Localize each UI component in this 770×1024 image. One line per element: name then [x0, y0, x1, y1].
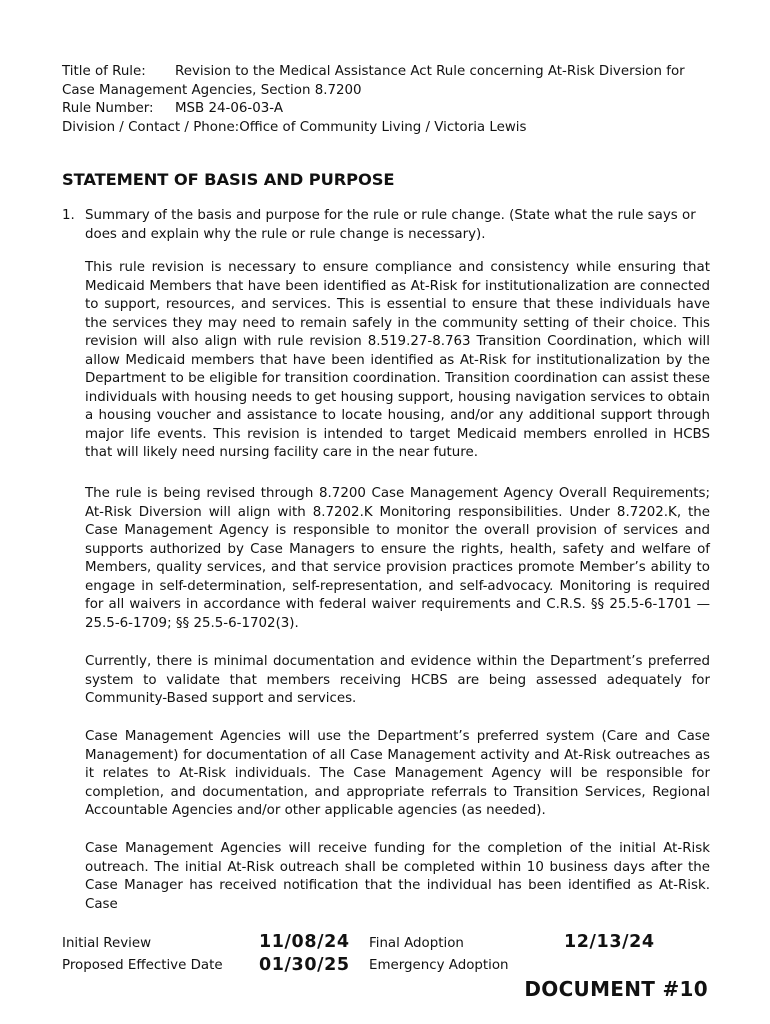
initial-review-label: Initial Review	[62, 936, 152, 951]
paragraph-1: This rule revision is necessary to ensure compliance and consistency while ensuring that Medicaid Members that have been identified as At-Risk for institutionalization are connected to support, resources, and services. This is essential to ensure that these individuals have the services they may need to remain safely in the community setting of their choice. This revision will also align with rule revision 8.519.27-8.763 Transition Coordination, which will allow Medicaid members that have been identified as At-Risk for institutionalization by the Department to be eligible for transition coordination. Transition coordination can assist these individuals with housing needs to get housing support, housing navigation services to obtain a housing voucher and assistance to locate housing, and/or any additional support through major life events. This revision is intended to target Medicaid members enrolled in HCBS that will likely need nursing facility care in the near future.	[85, 260, 710, 461]
final-adoption-date: 12/13/24	[564, 932, 655, 952]
final-adoption-label: Final Adoption	[369, 936, 464, 951]
title-of-rule-label: Title of Rule:	[62, 64, 146, 79]
division-contact-row	[62, 119, 527, 138]
title-of-rule-row	[62, 63, 685, 82]
summary-item	[62, 207, 710, 244]
paragraph-5: Case Management Agencies will receive funding for the completion of the initial At-Risk outreach. The initial At-Risk outreach shall be completed within 10 business days after the Case Manager has received notification that the individual has been identified as At-Risk. Case	[85, 841, 710, 912]
title-of-rule-line1: Revision to the Medical Assistance Act Rule concerning At-Risk Diversion for	[175, 64, 685, 79]
division-contact-label: Division / Contact / Phone:	[62, 120, 240, 135]
division-contact-value: Office of Community Living / Victoria Lewis	[239, 120, 527, 135]
rule-number-value: MSB 24-06-03-A	[175, 101, 283, 116]
paragraph-3: Currently, there is minimal documentation and evidence within the Department’s preferred system to validate that members receiving HCBS are being assessed adequately for Community-Based support and services.	[85, 654, 710, 707]
document-number: DOCUMENT #10	[524, 977, 708, 1001]
paragraph-2: The rule is being revised through 8.7200 Case Management Agency Overall Requirements; At-Risk Diversion will align with 8.7202.K Monitoring responsibilities. Under 8.7202.K, the Case Management Agency is responsible to monitor the overall provision of services and supports authorized by Case Managers to ensure the rights, health, safety and welfare of Members, quality services, and that service provision practices promote Member’s ability to engage in self-determination, self-representation, and self-advocacy. Monitoring is required for all waivers in accordance with federal waiver requirements and C.R.S. §§ 25.5-6-1701 — 25.5-6-1709; §§ 25.5-6-1702(3).	[85, 486, 710, 631]
item-number: 1.	[62, 208, 75, 223]
proposed-effective-date: 01/30/25	[259, 955, 350, 975]
rule-number-row	[62, 100, 283, 119]
proposed-effective-label: Proposed Effective Date	[62, 958, 223, 973]
initial-review-date: 11/08/24	[259, 932, 350, 952]
item-prompt: Summary of the basis and purpose for the rule or rule change. (State what the rule says or does and explain why the rule or rule change is necessary).	[85, 208, 696, 242]
paragraph-4: Case Management Agencies will use the Department’s preferred system (Care and Case Management) for documentation of all Case Management activity and At-Risk outreaches as it relates to At-Risk individuals. The Case Management Agency will be responsible for completion, and documentation, and appropriate referrals to Transition Services, Regional Accountable Agencies and/or other applicable agencies (as needed).	[85, 729, 710, 819]
title-of-rule-line2: Case Management Agencies, Section 8.7200	[62, 83, 362, 98]
section-heading: STATEMENT OF BASIS AND PURPOSE	[62, 170, 395, 189]
rule-number-label: Rule Number:	[62, 101, 154, 116]
emergency-adoption-label: Emergency Adoption	[369, 958, 509, 973]
